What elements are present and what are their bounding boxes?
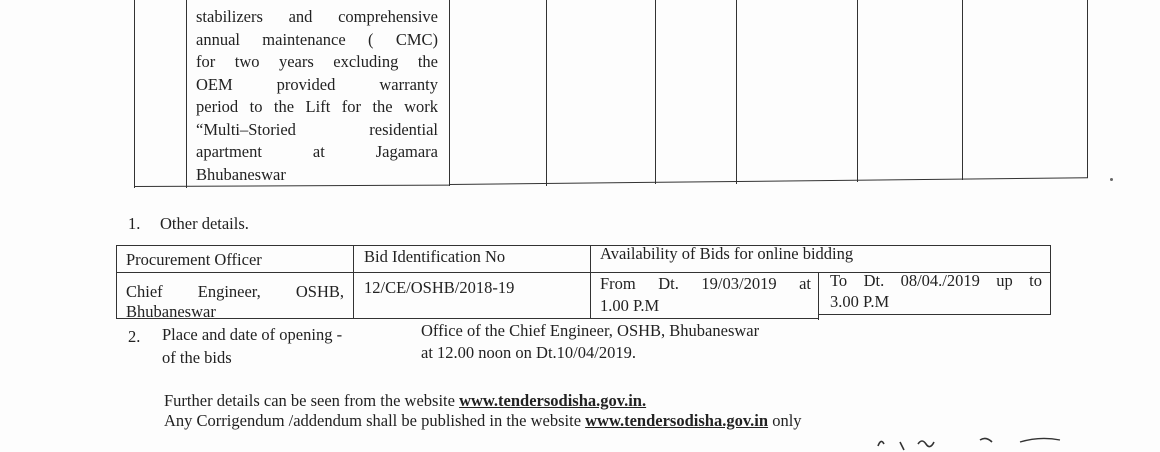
website-link[interactable]: www.tendersodisha.gov.in. — [459, 391, 647, 410]
description-line: annual maintenance ( CMC) — [196, 29, 438, 49]
description-line: stabilizers and comprehensive — [196, 7, 438, 26]
signature-mark — [870, 432, 1070, 452]
to-date-cell-line: To Dt. 08/04./2019 up to — [830, 271, 1042, 290]
column-header-procurement-officer: Procurement Officer — [126, 250, 262, 269]
other-details-number: 1. — [128, 214, 141, 233]
further-details-text: Further details can be seen from the website — [164, 391, 460, 410]
description-line: period to the Lift for the work — [196, 97, 438, 116]
table-border-left — [134, 0, 135, 188]
details-table-left-border — [116, 245, 117, 319]
details-table-bottom-border — [116, 318, 818, 319]
opening-value-line: Office of the Chief Engineer, OSHB, Bhubaneswar — [421, 321, 760, 340]
corrigendum-suffix: only — [768, 411, 802, 430]
table-column-divider — [962, 0, 963, 180]
corrigendum-line — [164, 411, 802, 431]
website-link[interactable]: www.tendersodisha.gov.in — [585, 411, 769, 430]
details-table-right-border — [1050, 245, 1051, 315]
officer-cell-line: Bhubaneswar — [126, 302, 216, 321]
opening-value-line: at 12.00 noon on Dt.10/04/2019. — [421, 343, 636, 362]
table-column-divider — [857, 0, 858, 182]
bid-number-cell: 12/CE/OSHB/2018-19 — [364, 278, 515, 297]
table-column-divider — [736, 0, 737, 184]
description-line: Bhubaneswar — [196, 164, 286, 184]
to-date-cell-line: 3.00 P.M — [830, 292, 890, 311]
details-table-bottom-border — [818, 314, 1051, 315]
other-details-heading: Other details. — [160, 214, 249, 233]
page-speck — [1110, 178, 1113, 181]
opening-number: 2. — [128, 327, 141, 346]
table-border-bottom — [449, 177, 1088, 185]
opening-label-line: of the bids — [162, 348, 232, 367]
opening-label-line: Place and date of opening - — [162, 325, 343, 344]
table-border-right — [1087, 0, 1088, 178]
from-date-cell-line: From Dt. 19/03/2019 at — [600, 274, 811, 293]
details-table-top-border — [116, 245, 1051, 246]
description-line: for two years excluding the — [196, 52, 438, 71]
details-table-column-divider — [353, 245, 354, 319]
officer-cell-line: Chief Engineer, OSHB, — [126, 282, 344, 301]
table-column-divider — [655, 0, 656, 184]
description-line: OEM provided warranty — [196, 74, 438, 94]
work-description — [196, 6, 438, 186]
corrigendum-text: Any Corrigendum /addendum shall be published in the website — [164, 411, 586, 430]
description-line: “Multi–Storied residential — [196, 119, 438, 139]
column-header-bid-identification: Bid Identification No — [364, 247, 506, 266]
details-table-column-divider — [818, 272, 819, 320]
further-details-line — [164, 391, 646, 411]
table-column-divider — [449, 0, 450, 186]
table-column-divider — [546, 0, 547, 186]
description-line: apartment at Jagamara — [196, 142, 438, 161]
table-column-divider — [186, 0, 187, 188]
from-date-cell-line: 1.00 P.M — [600, 296, 660, 315]
details-table-column-divider — [590, 245, 591, 319]
column-header-availability: Availability of Bids for online bidding — [600, 244, 854, 263]
